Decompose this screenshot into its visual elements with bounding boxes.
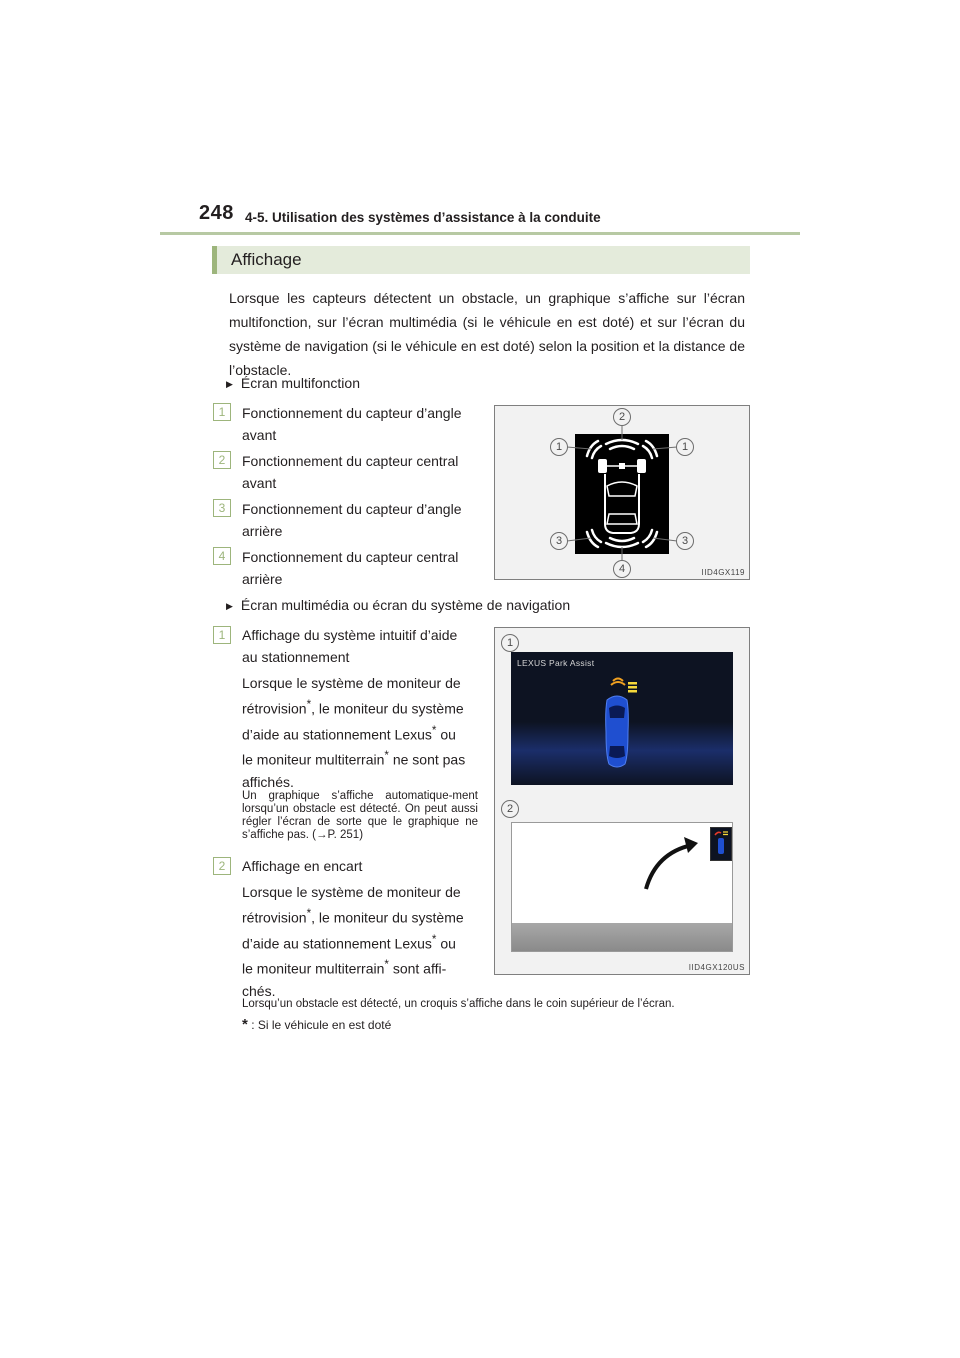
arrow-ref-icon: →: [315, 829, 328, 841]
camera-screen: [511, 822, 733, 952]
item-number-4: 4: [213, 547, 231, 565]
callout-2: 2: [501, 800, 519, 818]
section-heading-bar: [212, 246, 750, 274]
item-line: Fonctionnement du capteur central: [242, 549, 459, 565]
car-top-view-icon: [591, 672, 651, 782]
item-line: Fonctionnement du capteur central: [242, 453, 459, 469]
body-text: le moniteur multiterrain: [242, 751, 385, 768]
body-text: d’aide au stationnement Lexus: [242, 935, 432, 952]
bullet-media-label: Écran multimédia ou écran du système de navigation: [240, 597, 571, 613]
star-mark: *: [431, 932, 437, 946]
star-mark: *: [431, 723, 437, 737]
figure-media-display: [494, 627, 750, 975]
star-mark: *: [306, 907, 312, 920]
body-text: chés.: [242, 982, 276, 999]
body-text: affichés.: [242, 773, 294, 790]
triangle-bullet-icon: ▶: [226, 379, 233, 389]
item-line: arrière: [242, 571, 283, 587]
callout-3-right: 3: [676, 532, 694, 550]
footnote: [242, 1016, 391, 1033]
park-assist-label: LEXUS Park Assist: [517, 658, 595, 668]
item-line: Affichage du système intuitif d’aide: [242, 627, 458, 643]
park-assist-screen: [511, 652, 733, 785]
item-line: Fonctionnement du capteur d’angle: [242, 405, 462, 421]
callout-2: 2: [613, 408, 631, 426]
body-text: , le moniteur du système: [311, 700, 464, 717]
callout-1: 1: [501, 634, 519, 652]
item-number-2: 2: [213, 857, 231, 875]
page-number: 248: [199, 202, 234, 224]
section-title: Affichage: [231, 250, 302, 269]
body-text: sont affi-: [388, 960, 447, 977]
item-line: avant: [242, 427, 277, 443]
item-front-center-sensor: [242, 450, 478, 494]
body-text: le moniteur multiterrain: [242, 960, 385, 977]
item-line: Affichage en encart: [242, 858, 363, 874]
item-line: arrière: [242, 523, 283, 539]
figure-code: IID4GX120US: [688, 963, 745, 972]
figure-code: IID4GX119: [701, 568, 745, 577]
multi-display-illustration: [495, 406, 749, 579]
item-number-1: 1: [213, 626, 231, 644]
bumper-area: [512, 923, 733, 951]
item-number-3: 3: [213, 499, 231, 517]
item-line: [242, 954, 478, 980]
callout-1-left: 1: [550, 438, 568, 456]
callout-3-left: 3: [550, 532, 568, 550]
inset-sensor-display: [710, 827, 732, 861]
chapter-title: 4-5. Utilisation des systèmes d’assistance à la conduite: [245, 210, 601, 225]
item-line: [242, 720, 478, 746]
intro-paragraph: Lorsque les capteurs détectent un obstacle, un graphique s’affiche sur l’écran multifonction, sur l’écran multimédia (si le véhicule en est doté) et sur l’écran du système de navigation (si le véhicule en est doté) selon la position et la distance de l’obstacle.: [229, 290, 745, 378]
body-text: rétrovision: [242, 909, 307, 926]
item-line: Fonctionnement du capteur d’angle: [242, 501, 462, 517]
closing-sentence: Lorsqu’un obstacle est détecté, un croquis s’affiche dans le coin supérieur de l’écran.: [242, 998, 675, 1010]
note-text: Un graphique s’affiche automatique-ment lorsqu’un obstacle est détecté. On peut aussi régler l’écran de sorte que le graphique ne s’affiche pas. (: [242, 790, 478, 841]
body-text: rétrovision: [242, 700, 307, 717]
star-mark: *: [384, 958, 389, 972]
curved-arrow-icon: [642, 833, 702, 893]
inset-car-icon: [711, 828, 731, 860]
body-text: ou: [436, 935, 456, 952]
item-front-corner-sensor: [242, 402, 478, 446]
item-line: [242, 929, 478, 955]
item-intuitive-park-assist: [242, 624, 478, 793]
callout-4: 4: [613, 560, 631, 578]
star-mark: *: [384, 749, 389, 763]
bullet-multi-label: Écran multifonction: [240, 375, 360, 391]
bullet-multi-screen: [226, 375, 360, 391]
item-number-2: 2: [213, 451, 231, 469]
body-text: Lorsque le système de moniteur de: [242, 675, 461, 691]
item-inset-display: [242, 855, 478, 1002]
item-line: [242, 694, 478, 720]
body-text: ne sont pas: [388, 751, 466, 768]
bullet-media-screen: [226, 597, 570, 613]
item-line: [242, 903, 478, 929]
item-line: [242, 745, 478, 771]
item-line: au stationnement: [242, 649, 350, 665]
body-text: Lorsque le système de moniteur de: [242, 884, 461, 900]
page-reference[interactable]: P. 251): [327, 829, 364, 841]
item-rear-corner-sensor: [242, 498, 478, 542]
triangle-bullet-icon: ▶: [226, 601, 233, 611]
item-note: [242, 790, 478, 842]
body-text: , le moniteur du système: [311, 909, 464, 926]
item-number-1: 1: [213, 403, 231, 421]
item-line: avant: [242, 475, 277, 491]
item-line: [242, 672, 478, 694]
body-text: d’aide au stationnement Lexus: [242, 726, 432, 743]
item-rear-center-sensor: [242, 546, 478, 590]
footnote-star: *: [242, 1016, 248, 1033]
item-line: [242, 881, 478, 903]
body-text: ou: [436, 726, 456, 743]
figure-multi-display: [494, 405, 750, 580]
header-rule: [160, 232, 800, 235]
callout-1-right: 1: [676, 438, 694, 456]
footnote-text: : Si le véhicule en est doté: [251, 1018, 392, 1032]
star-mark: *: [306, 698, 312, 711]
